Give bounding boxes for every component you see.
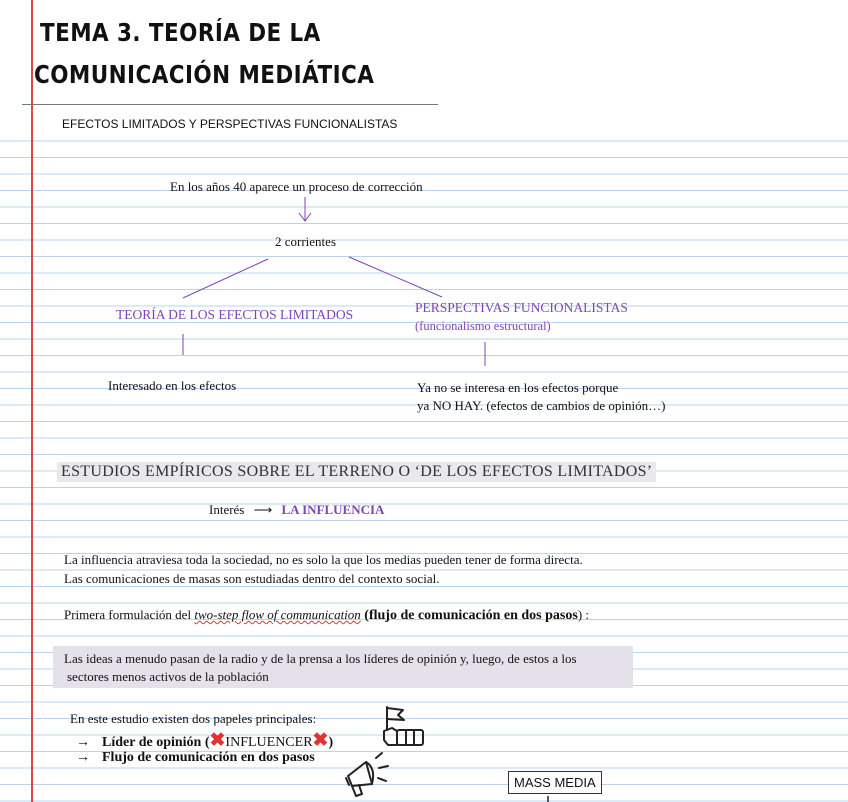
bullet-flujo: [76, 750, 315, 766]
influencia-label: LA INFLUENCIA: [281, 502, 385, 517]
interes-label: Interés: [209, 502, 245, 517]
formulacion-prefix: Primera formulación del: [64, 607, 195, 622]
bullet1-prefix: Líder de opinión (: [102, 735, 210, 750]
right-branch-desc-line1: Ya no se interesa en los efectos porque: [417, 380, 619, 395]
left-branch-desc: Interesado en los efectos: [108, 378, 237, 393]
interes-row: [209, 502, 384, 518]
section-heading: ESTUDIOS EMPÍRICOS SOBRE EL TERRENO O ‘DE LOS EFECTOS LIMITADOS’: [57, 462, 656, 482]
papeles-intro: En este estudio existen dos papeles principales:: [70, 711, 317, 726]
cross-icon: ✖: [209, 730, 226, 751]
paragraph-line2: Las comunicaciones de masas son estudiadas dentro del contexto social.: [64, 571, 440, 586]
page-subtitle: EFECTOS LIMITADOS Y PERSPECTIVAS FUNCIONALISTAS: [62, 117, 398, 131]
right-branch-subtitle: (funcionalismo estructural): [415, 319, 551, 333]
cross-icon: ✖: [312, 730, 329, 751]
right-branch-title: PERSPECTIVAS FUNCIONALISTAS: [415, 300, 628, 315]
bullet-arrow: →: [76, 750, 90, 765]
diagram-top-text: En los años 40 aparece un proceso de corrección: [170, 179, 423, 194]
diagram-middle-text: 2 corrientes: [275, 234, 337, 249]
bullet-lider: [76, 729, 333, 752]
paragraph-line1: La influencia atraviesa toda la sociedad, no es solo la que los medias pueden tener de forma directa.: [64, 552, 583, 567]
formulacion-italic: two-step flow of communication: [194, 607, 361, 622]
branch-line-right: [349, 257, 442, 297]
bullet-arrow: →: [76, 735, 90, 750]
quote-line2: sectores menos activos de la población: [67, 669, 269, 684]
bullet1-suffix: ): [328, 735, 334, 750]
formulacion-line: [64, 607, 589, 624]
left-branch-title: TEORÍA DE LOS EFECTOS LIMITADOS: [116, 307, 354, 322]
branch-line-left: [183, 259, 268, 298]
quote-line1: Las ideas a menudo pasan de la radio y de la prensa a los líderes de opinión y, luego, de estos a los: [64, 651, 577, 666]
megaphone-icon: [338, 750, 394, 800]
page-title-line2: COMUNICACIÓN MEDIÁTICA: [34, 60, 375, 89]
flag-hand-icon: [378, 704, 428, 750]
bullet2-label: Flujo de comunicación en dos pasos: [102, 750, 315, 765]
formulacion-suffix: ) :: [577, 607, 590, 622]
mass-media-box: MASS MEDIA: [508, 771, 602, 794]
formulacion-bold: (flujo de comunicación en dos pasos: [360, 608, 578, 623]
bullet1-influencer: INFLUENCER: [225, 735, 313, 750]
page-title-line1: TEMA 3. TEORÍA DE LA: [40, 18, 321, 47]
right-branch-desc-line2: ya NO HAY. (efectos de cambios de opinión…): [417, 398, 666, 413]
interes-arrow: ⟶: [253, 502, 273, 517]
